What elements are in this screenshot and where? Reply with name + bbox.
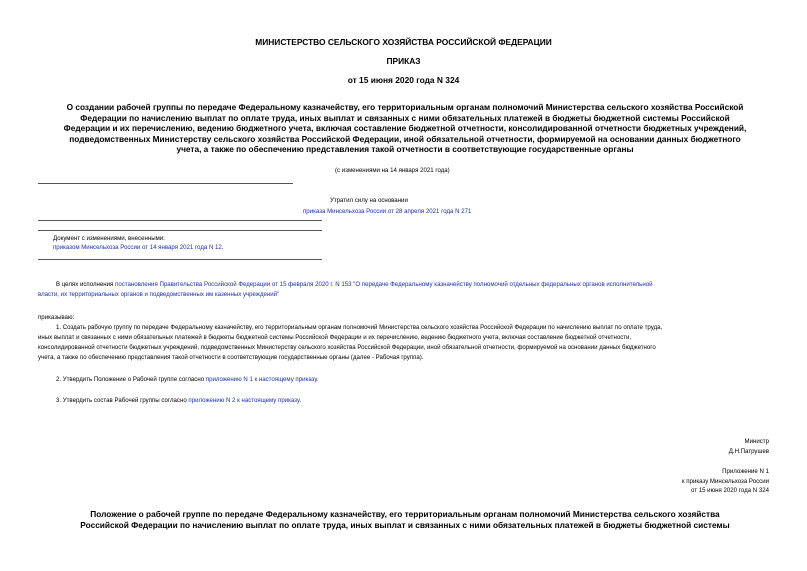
item-2-text: 2. Утвердить Положение о Рабочей группе согласно: [56, 376, 206, 383]
item-1-line: иных выплат и связанных с ними обязательных платежей в бюджеты бюджетной системы Российской Федерации и их перечислению, ведению бюджетного учета, включая составление бюджетной отчетности,: [38, 334, 632, 341]
doc-date-number: от 15 июня 2020 года N 324: [347, 75, 460, 85]
appendix-line: от 15 июня 2020 года N 324: [690, 487, 769, 494]
ministry-heading: МИНИСТЕРСТВО СЕЛЬСКОГО ХОЗЯЙСТВА РОССИЙСКОЙ ФЕДЕРАЦИИ: [255, 37, 552, 47]
signature-block: [729, 437, 769, 456]
appendix-title-line: Положение о рабочей группе по передаче Федеральному казначейству, его территориальным органам полномочий Министерства сельского хозяйства: [90, 509, 720, 519]
item-1-line: учета, а также по обеспечению представления такой отчетности в соответствующие государственные органы (далее - Рабочая группа).: [38, 354, 424, 361]
title-line: подведомственных Министерству сельского хозяйства Российской Федерации, иной обязательной отчетности, формируемой на основании данных бюджетного: [69, 133, 741, 144]
item-3: [56, 396, 301, 405]
item-2: [56, 375, 319, 384]
resolution-link-cont[interactable]: власти, их территориальных органов и подведомственных им казенных учреждений": [38, 291, 280, 298]
changes-tail: .: [221, 244, 224, 251]
expired-link[interactable]: приказа Минсельхоза России от 28 апреля 2021 года N 271: [303, 208, 472, 215]
changes-link[interactable]: приказом Минсельхоза России от 14 января 2021 года N 12: [53, 244, 222, 251]
signature-name: Д.Н.Патрушев: [728, 447, 769, 455]
appendix-line: Приложение N 1: [722, 468, 769, 475]
appendix-reference: [682, 467, 769, 496]
item-2-tail: .: [316, 376, 319, 383]
doc-type: ПРИКАЗ: [386, 56, 421, 66]
preamble: [38, 280, 770, 300]
appendix-title-line: Российской Федерации по начислению выплат по оплате труда, иных выплат и связанных с ними обязательных платежей в бюджеты бюджетной системы: [80, 519, 730, 530]
appendix-2-link[interactable]: приложению N 2 к настоящему приказу: [188, 397, 300, 404]
changes-label: Документ с изменениями, внесенными:: [53, 235, 165, 242]
divider: [38, 259, 322, 260]
preamble-lead: В целях исполнения: [56, 281, 116, 288]
expired-label: Утратил силу на основании: [330, 197, 408, 204]
divider: [38, 230, 322, 231]
title-line: учета, а также по обеспечению представления такой отчетности в соответствующие государственные органы: [176, 144, 634, 154]
resolution-link[interactable]: постановления Правительства Российской Федерации от 15 февраля 2020 г. N 153 "О передаче Федеральному казначейству полномочий отдельных федеральных органов исполнительной: [115, 281, 653, 288]
changes-line: [53, 243, 224, 252]
title-line: Федерации и их перечислению, ведению бюджетного учета, включая составление бюджетной отчетности, консолидированной отчетности бюджетных учреждений,: [63, 123, 747, 133]
document-title: [30, 102, 780, 155]
item-1-line: консолидированной отчетности бюджетных учреждений, подведомственных Министерству сельского хозяйства Российской Федерации, иной обязательной отчетности, формируемой на основании данных бюджетного: [38, 344, 656, 351]
signature-position: Министр: [744, 438, 769, 445]
divider: [38, 183, 293, 184]
order-word: приказываю:: [38, 314, 75, 321]
item-1: [38, 323, 770, 363]
title-line: О создании рабочей группы по передаче Федеральному казначейству, его территориальным органам полномочий Министерства сельского хозяйства Российской: [66, 102, 744, 112]
amendment-note: (с изменениями на 14 января 2021 года): [335, 167, 450, 174]
item-1-line: 1. Создать рабочую группу по передаче Федеральному казначейству, его территориальным органам полномочий Министерства сельского хозяйства Российской Федерации по начислению выплат по оплате труда,: [56, 324, 663, 331]
appendix-title: [30, 509, 780, 530]
appendix-1-link[interactable]: приложению N 1 к настоящему приказу: [205, 376, 317, 383]
item-3-tail: .: [299, 397, 302, 404]
appendix-line: к приказу Минсельхоза России: [681, 477, 769, 485]
item-3-text: 3. Утвердить состав Рабочей группы согласно: [56, 397, 189, 404]
divider: [38, 220, 322, 221]
title-line: Федерации по начислению выплат по оплате труда, иных выплат и связанных с ними обязательных платежей в бюджеты бюджетной системы Российской: [80, 112, 730, 123]
